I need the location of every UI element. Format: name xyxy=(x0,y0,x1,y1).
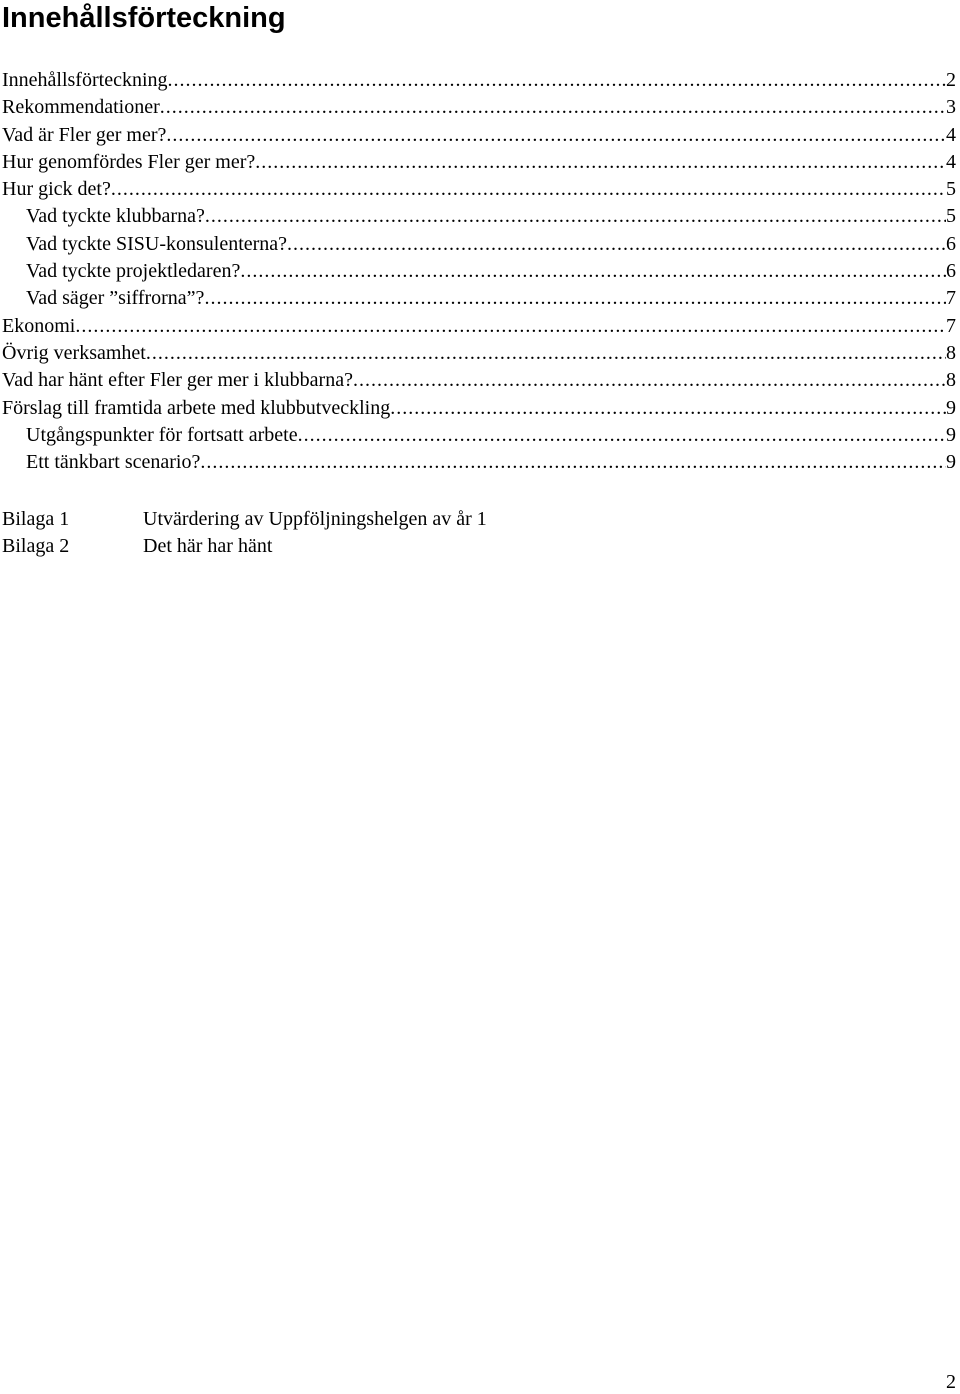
toc-dot-leader xyxy=(205,203,946,230)
toc-entry-label: Ekonomi xyxy=(2,314,76,337)
appendix-title: Utvärdering av Uppföljningshelgen av år 1 xyxy=(143,508,487,530)
toc-entry-label: Övrig verksamhet xyxy=(2,341,146,364)
toc-entry-page: 7 xyxy=(946,287,956,310)
toc-entry-label: Utgångspunkter för fortsatt arbete xyxy=(26,423,298,446)
toc-entry-page: 5 xyxy=(946,205,956,228)
toc-entry-page: 6 xyxy=(946,260,956,283)
toc-entry-page: 2 xyxy=(946,69,956,91)
toc-dot-leader xyxy=(240,258,946,285)
toc-entry[interactable] xyxy=(2,449,956,476)
toc-entry-label: Innehållsförteckning xyxy=(2,69,168,91)
toc-entry-page: 7 xyxy=(946,314,956,337)
appendix-list xyxy=(2,506,487,561)
toc-entry[interactable] xyxy=(2,367,956,394)
appendix-label: Bilaga 1 xyxy=(2,508,70,530)
toc-entry-label: Hur genomfördes Fler ger mer? xyxy=(2,150,256,173)
toc-entry[interactable] xyxy=(2,122,956,149)
appendix-title: Det här har hänt xyxy=(143,535,273,558)
toc-entry[interactable] xyxy=(2,94,956,121)
toc-entry-label: Vad tyckte projektledaren? xyxy=(26,260,241,283)
toc-entry-page: 8 xyxy=(946,369,956,392)
toc-entry[interactable] xyxy=(2,67,956,94)
table-of-contents xyxy=(2,67,956,476)
toc-dot-leader xyxy=(255,149,946,176)
toc-entry[interactable] xyxy=(2,340,956,367)
page-number: 2 xyxy=(946,1371,956,1393)
document-heading: Innehållsförteckning xyxy=(2,2,286,34)
toc-entry-label: Förslag till framtida arbete med klubbutveckling xyxy=(2,396,391,419)
toc-entry-label: Vad har hänt efter Fler ger mer i klubbarna? xyxy=(2,369,353,392)
toc-entry-label: Vad är Fler ger mer? xyxy=(2,123,167,146)
appendix-entry xyxy=(2,506,487,533)
toc-dot-leader xyxy=(168,67,947,94)
toc-dot-leader xyxy=(160,94,946,121)
toc-entry-page: 5 xyxy=(946,178,956,201)
appendix-entry xyxy=(2,533,487,560)
toc-entry-label: Hur gick det? xyxy=(2,178,111,201)
toc-entry[interactable] xyxy=(2,395,956,422)
toc-entry-page: 9 xyxy=(946,423,956,446)
toc-entry[interactable] xyxy=(2,149,956,176)
toc-entry-page: 8 xyxy=(946,341,956,364)
toc-entry[interactable] xyxy=(2,258,956,285)
toc-entry[interactable] xyxy=(2,231,956,258)
toc-entry-label: Rekommendationer xyxy=(2,96,160,119)
toc-entry-page: 9 xyxy=(946,451,956,474)
toc-entry[interactable] xyxy=(2,313,956,340)
toc-entry-label: Vad tyckte SISU-konsulenterna? xyxy=(26,232,288,255)
toc-dot-leader xyxy=(111,176,946,203)
toc-entry-label: Ett tänkbart scenario? xyxy=(26,451,201,474)
toc-dot-leader xyxy=(75,313,946,340)
toc-dot-leader xyxy=(298,422,946,449)
toc-entry-page: 6 xyxy=(946,232,956,255)
toc-dot-leader xyxy=(204,285,946,312)
toc-entry[interactable] xyxy=(2,203,956,230)
toc-dot-leader xyxy=(390,395,946,422)
toc-entry-label: Vad säger ”siffrorna”? xyxy=(26,287,205,310)
toc-entry-label: Vad tyckte klubbarna? xyxy=(26,205,205,228)
toc-entry-page: 4 xyxy=(946,150,956,173)
toc-entry-page: 4 xyxy=(946,123,956,146)
toc-dot-leader xyxy=(287,231,946,258)
toc-entry[interactable] xyxy=(2,422,956,449)
toc-dot-leader xyxy=(200,449,946,476)
toc-entry[interactable] xyxy=(2,176,956,203)
toc-dot-leader xyxy=(166,122,946,149)
toc-dot-leader xyxy=(353,367,946,394)
appendix-label: Bilaga 2 xyxy=(2,535,70,558)
toc-entry[interactable] xyxy=(2,285,956,312)
toc-dot-leader xyxy=(146,340,946,367)
toc-entry-page: 3 xyxy=(946,96,956,119)
toc-entry-page: 9 xyxy=(946,396,956,419)
